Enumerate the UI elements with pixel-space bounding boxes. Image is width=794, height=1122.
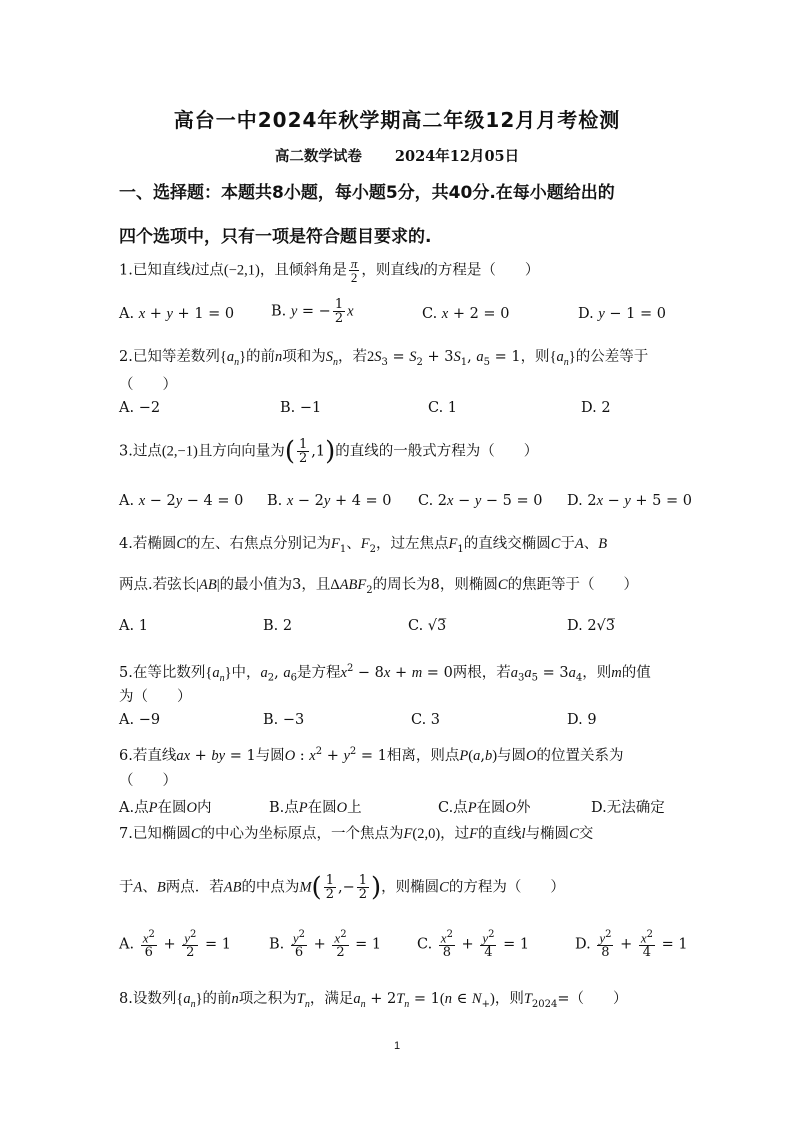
q7-option-d[interactable]: D. $\frac{y^2}{8}$ + $\frac{x^2}{4}$ = 1	[575, 929, 688, 961]
q5-option-b[interactable]: B. −3	[263, 712, 305, 728]
q3-option-b[interactable]: B. x − 2y + 4 = 0	[267, 493, 392, 509]
q3-option-c[interactable]: C. 2x − y − 5 = 0	[418, 493, 543, 509]
section-heading-line2: 四个选项中，只有一项是符合题目要求的.	[119, 227, 432, 247]
q3-option-a[interactable]: A. x − 2y − 4 = 0	[119, 493, 244, 509]
q4-option-a[interactable]: A. 1	[119, 618, 148, 634]
exam-date: 2024年12月05日	[394, 148, 520, 165]
q1-option-d[interactable]: D. y − 1 = 0	[578, 306, 666, 322]
q7-option-a[interactable]: A. $\frac{x^2}{6}$ + $\frac{y^2}{2}$ = 1	[119, 929, 231, 961]
question-1-stem: 1.已知直线l过点(−2,1)，且倾斜角是 $\frac{\pi}{2}$ ，则直线l的方程是（ ）	[119, 256, 540, 285]
question-8-stem: 8.设数列$\{a_n\}$的前n项之积为$T_n$，满足$a_n + 2T_n = 1(n$ ∈ $N_+$)，则$T_{2024}=$（ ）	[119, 991, 628, 1010]
question-5-answer-bracket: 为（ ）	[119, 689, 192, 705]
question-5-stem: 5.在等比数列$\{a_n\}$中，$a_2$, $a_6$是方程$x^2 - 8x + m = 0$两根，若$a_3a_5 = 3a_4$，则m的值	[119, 663, 651, 684]
q4-option-d[interactable]: D. 2√3̅	[567, 618, 616, 634]
q6-option-c[interactable]: C.点P在圆O外	[438, 800, 531, 816]
question-6-stem: 6.若直线ax + by = 1与圆O : $x^2 + y^2 = 1$相离，则点P(a,b)与圆O的位置关系为	[119, 746, 624, 764]
question-4-stem-line1: 4.若椭圆C的左、右焦点分别记为$F_1$、$F_2$，过左焦点$F_1$的直线交椭圆C于A、B	[119, 536, 608, 555]
question-7-stem-line1: 7.已知椭圆C的中心为坐标原点，一个焦点为F(2,0)，过F的直线l与椭圆C交	[119, 826, 594, 842]
q6-option-b[interactable]: B.点P在圆O上	[269, 800, 362, 816]
question-4-stem-line2: 两点.若弦长|AB|的最小值为3，且$\Delta ABF_2$的周长为8，则椭圆C的焦距等于（ ）	[119, 577, 639, 596]
q2-option-b[interactable]: B. −1	[280, 400, 322, 416]
q4-option-c[interactable]: C. √3̅	[408, 618, 447, 634]
q7-option-c[interactable]: C. $\frac{x^2}{8}$ + $\frac{y^2}{4}$ = 1	[417, 929, 530, 961]
q1-option-a[interactable]: A. x + y + 1 = 0	[119, 306, 235, 322]
q3-option-d[interactable]: D. 2x − y + 5 = 0	[567, 493, 692, 509]
question-2-stem: 2.已知等差数列$\{a_n\}$的前n项和为$S_n$，若$2S_3 = S_2 + 3S_1$, $a_5 = 1$，则$\{a_n\}$的公差等于	[119, 349, 649, 368]
q1-option-b[interactable]: B. y = − $\frac{1}{2}$ x	[271, 297, 354, 326]
exam-title: 高台一中2024年秋学期高二年级12月月考检测	[173, 108, 621, 132]
q7-option-b[interactable]: B. $\frac{y^2}{6}$ + $\frac{x^2}{2}$ = 1	[269, 929, 382, 961]
q5-option-d[interactable]: D. 9	[567, 712, 597, 728]
q2-option-d[interactable]: D. 2	[581, 400, 611, 416]
q4-option-b[interactable]: B. 2	[263, 618, 293, 634]
subject-label: 高二数学试卷	[274, 148, 362, 165]
q1-option-c[interactable]: C. x + 2 = 0	[422, 306, 510, 322]
q5-option-c[interactable]: C. 3	[411, 712, 441, 728]
exam-subtitle	[0, 145, 794, 166]
question-6-answer-bracket: （ ）	[119, 773, 177, 789]
section-heading-line1: 一、选择题：本题共8小题，每小题5分，共40分.在每小题给出的	[119, 183, 615, 203]
q2-option-a[interactable]: A. −2	[119, 400, 161, 416]
q2-option-c[interactable]: C. 1	[428, 400, 458, 416]
page-number: 1	[393, 1040, 401, 1052]
question-2-answer-bracket: （ ）	[119, 377, 177, 393]
question-3-stem: 3.过点(2,−1)且方向向量为( $\frac{1}{2}$ ,1)的直线的一般式方程为（ ）	[119, 436, 539, 467]
q6-option-d[interactable]: D.无法确定	[591, 800, 665, 816]
q6-option-a[interactable]: A.点P在圆O内	[119, 800, 212, 816]
question-7-stem-line2: 于A、B两点．若AB的中点为M( $\frac{1}{2}$ ,− $\frac{1}{2}$ )，则椭圆C的方程为（ ）	[119, 872, 565, 903]
q5-option-a[interactable]: A. −9	[119, 712, 161, 728]
